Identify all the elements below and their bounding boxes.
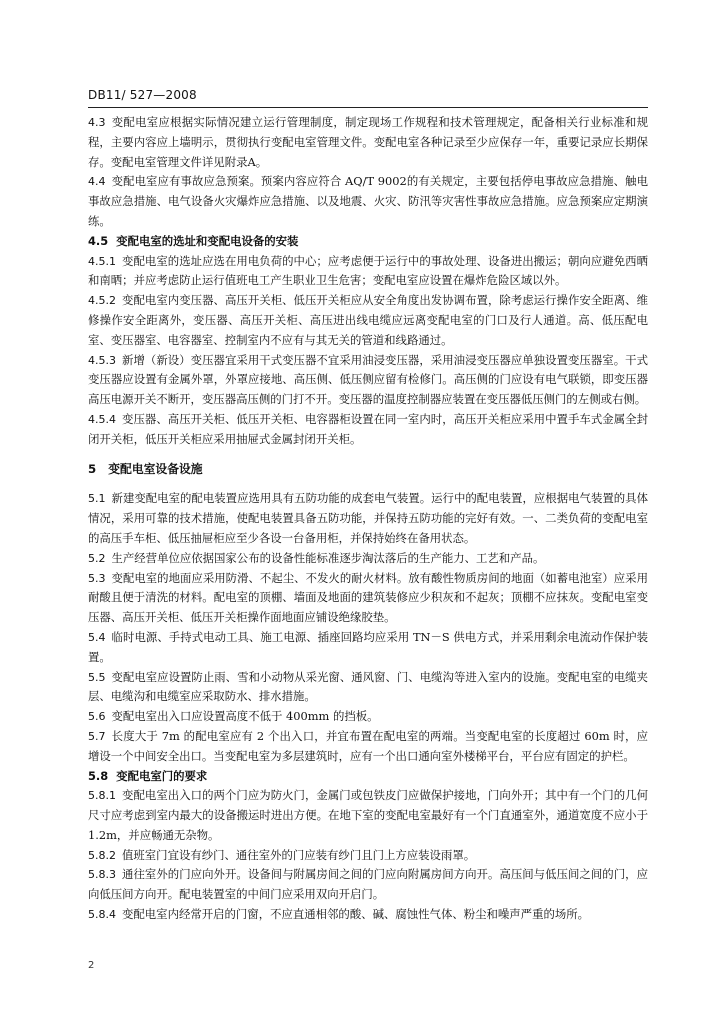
clause-number: 5.2 [88, 551, 106, 565]
clause-text: 长度大于 7m 的配电室应有 2 个出入口，并宜布置在配电室的两端。当变配电室的长度超过 60m 时，应增设一个中间安全出口。当变配电室为多层建筑时，应有一个出口通向室外楼梯平台，平台应有固定的护栏。 [88, 728, 648, 763]
clause-paragraph [88, 113, 648, 172]
clause-paragraph [88, 905, 648, 925]
clause-text: 变配电室设备设施 [108, 461, 203, 476]
clause-paragraph [88, 786, 648, 845]
clause-number: 5 [88, 461, 97, 476]
clause-paragraph [88, 865, 648, 905]
page-number: 2 [88, 960, 95, 971]
clause-text: 变配电室出入口应设置高度不低于 400mm 的挡板。 [111, 709, 379, 724]
clause-paragraph [88, 707, 648, 727]
clause-paragraph [88, 351, 648, 410]
clause-number: 5.3 [88, 571, 106, 585]
clause-text: 变压器、高压开关柜、低压开关柜、电容器柜设置在同一室内时，高压开关柜应采用中置手车式金属全封闭开关柜，低压开关柜应采用抽屉式金属封闭开关柜。 [88, 411, 648, 446]
clause-number: 4.5.4 [88, 412, 116, 426]
clause-number: 5.8.3 [88, 868, 116, 882]
clause-paragraph [88, 549, 648, 569]
clause-text: 临时电源、手持式电动工具、施工电源、插座回路均应采用 TN－S 供电方式，并采用剩余电流动作保护装置。 [88, 629, 648, 664]
clause-number: 5.8.2 [88, 848, 116, 862]
clause-number: 5.8.1 [88, 789, 116, 803]
header-divider [88, 107, 648, 108]
document-code-header: DB11/ 527—2008 [88, 88, 197, 102]
clause-number: 5.8 [88, 768, 109, 783]
clause-number: 5.5 [88, 670, 106, 684]
clause-text: 生产经营单位应依据国家公布的设备性能标准逐步淘汰落后的生产能力、工艺和产品。 [111, 550, 545, 565]
clause-text: 变配电室应根据实际情况建立运行管理制度，制定现场工作规程和技术管理规定，配备相关行业标准和规程，主要内容应上墙明示，贯彻执行变配电室管理文件。变配电室各种记录至少应保存一年，重要记录应长期保存。变配电室管理文件详见附录A。 [88, 115, 648, 169]
clause-number: 4.4 [88, 175, 106, 189]
clause-paragraph [88, 489, 648, 548]
document-body [88, 113, 648, 925]
clause-paragraph [88, 668, 648, 708]
clause-number: 4.5.2 [88, 294, 116, 308]
chapter-heading [88, 460, 648, 480]
clause-text: 变配电室出入口的两个门应为防火门，金属门或包铁皮门应做保护接地，门向外开；其中有一个门的几何尺寸应考虑到室内最大的设备搬运时进出方便。在地下室的变配电室最好有一个门直通室外，通道宽度不应小于 1.2m，并应畅通无杂物。 [88, 788, 648, 842]
clause-paragraph [88, 569, 648, 628]
clause-text: 新增（新设）变压器宜采用干式变压器不宜采用油浸变压器，采用油浸变压器应单独设置变压器室。干式变压器应设置有金属外罩，外罩应接地、高压侧、低压侧应留有检修门。高压侧的门应设有电气联锁，即变压器高压电源开关不断开，变压器高压侧的门打不开。变压器的温度控制器应装置在变压器低压侧门的左侧或右侧。 [88, 352, 648, 407]
clause-number: 4.5 [88, 233, 109, 248]
clause-number: 5.4 [88, 630, 106, 644]
clause-number: 5.6 [88, 710, 106, 724]
clause-paragraph [88, 291, 648, 350]
clause-number: 5.8.4 [88, 908, 116, 922]
clause-text: 变配电室的选址和变配电设备的安装 [116, 233, 299, 248]
section-heading [88, 232, 648, 252]
clause-text: 变配电室门的要求 [116, 768, 208, 783]
clause-paragraph [88, 410, 648, 450]
clause-text: 变配电室的地面应采用防滑、不起尘、不发火的耐火材料。放有酸性物质房间的地面（如蓄电池室）应采用耐酸且便于清洗的材料。配电室的顶棚、墙面及地面的建筑装修应少积灰和不起灰；顶棚不应抹灰。变配电室变压器、高压开关柜、低压开关柜操作面地面应铺设绝缘胶垫。 [88, 570, 648, 625]
clause-text: 变配电室内经常开启的门窗，不应直通相邻的酸、碱、腐蚀性气体、粉尘和噪声严重的场所。 [122, 907, 590, 922]
clause-number: 4.3 [88, 116, 106, 129]
clause-paragraph [88, 727, 648, 767]
clause-text: 值班室门宜设有纱门、通往室外的门应装有纱门且门上方应装设雨罩。 [122, 847, 476, 862]
clause-number: 5.1 [88, 492, 106, 506]
clause-text: 通往室外的门应向外开。设备间与附属房间之间的门应向附属房间方向开。高压间与低压间之间的门，应向低压间方向开。配电装置室的中间门应采用双向开启门。 [88, 867, 648, 902]
clause-text: 变配电室应有事故应急预案。预案内容应符合 AQ/T 9002的有关规定，主要包括停电事故应急措施、触电事故应急措施、电气设备火灾爆炸应急措施、以及地震、火灾、防汛等灾害性事故应急措施。应急预案应定期演练。 [88, 174, 648, 228]
clause-paragraph [88, 846, 648, 866]
clause-paragraph [88, 172, 648, 231]
section-heading [88, 767, 648, 787]
clause-text: 变配电室应设置防止雨、雪和小动物从采光窗、通风窗、门、电缆沟等进入室内的设施。变配电室的电缆夹层、电缆沟和电缆室应采取防水、排水措施。 [88, 669, 648, 704]
clause-text: 变配电室的选址应选在用电负荷的中心；应考虑便于运行中的事故处理、设备进出搬运；朝向应避免西晒和南晒；并应考虑防止运行值班电工产生职业卫生危害；变配电室应设置在爆炸危险区域以外。 [88, 253, 648, 288]
clause-text: 变配电室内变压器、高压开关柜、低压开关柜应从安全角度出发协调布置，除考虑运行操作安全距离、维修操作安全距离外，变压器、高压开关柜、高压进出线电缆应远离变配电室的门口及行人通道。高、低压配电室、变压器室、电容器室、控制室内不应有与其无关的管道和线路通过。 [88, 293, 648, 347]
clause-paragraph [88, 252, 648, 292]
clause-number: 5.7 [88, 729, 106, 743]
clause-text: 新建变配电室的配电装置应选用具有五防功能的成套电气装置。运行中的配电装置，应根据电气装置的具体情况，采用可靠的技术措施，使配电装置具备五防功能，并保持五防功能的完好有效。一、二类负荷的变配电室的高压手车柜、低压抽屉柜应至少各设一台备用柜，并保持始终在备用状态。 [88, 491, 648, 545]
clause-paragraph [88, 628, 648, 668]
clause-number: 4.5.1 [88, 254, 116, 268]
clause-number: 4.5.3 [88, 353, 116, 367]
